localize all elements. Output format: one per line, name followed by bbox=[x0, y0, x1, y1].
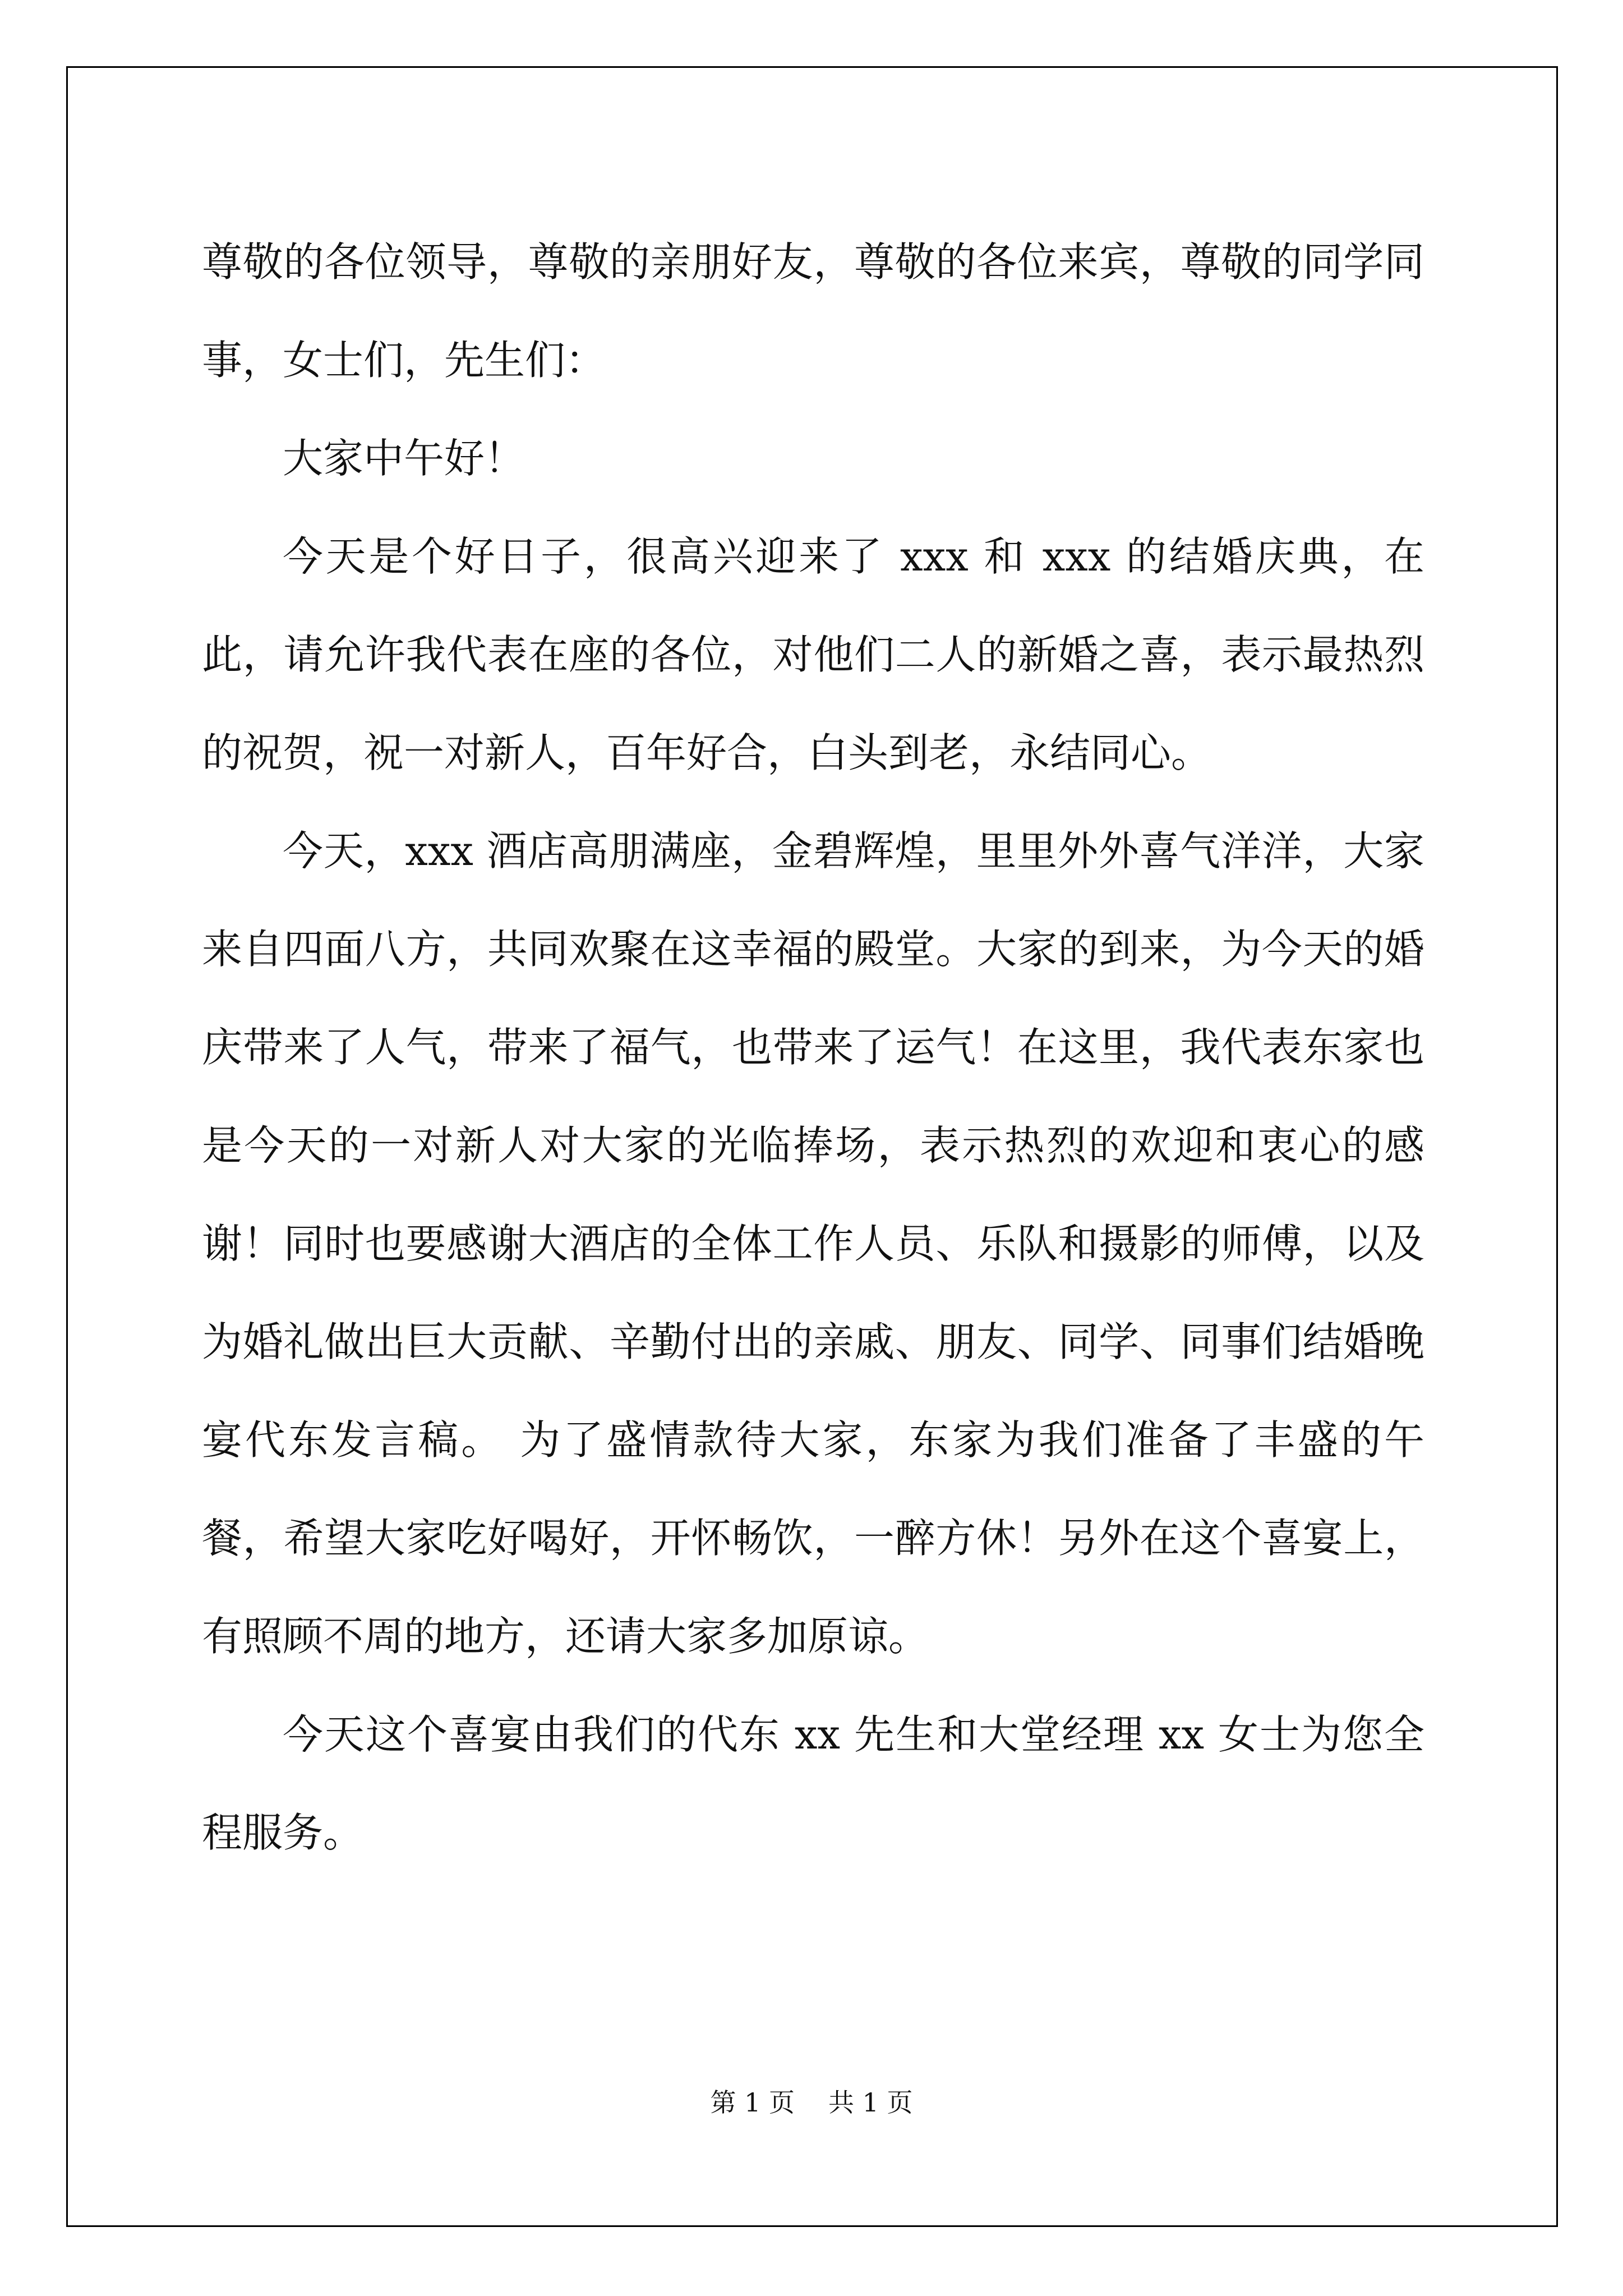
congratulation-paragraph: 今天是个好日子，很高兴迎来了 xxx 和 xxx 的结婚庆典，在此，请允许我代表在座的各位，对他们二人的新婚之喜，表示最热烈的祝贺，祝一对新人，百年好合，白头到老，永结同心。 bbox=[202, 533, 1424, 776]
page-footer bbox=[0, 2086, 1623, 2119]
salutation-paragraph: 尊敬的各位领导，尊敬的亲朋好友，尊敬的各位来宾，尊敬的同学同事，女士们，先生们： bbox=[202, 238, 1424, 384]
greeting-paragraph: 大家中午好！ bbox=[283, 435, 525, 482]
page-number-current: 第 1 页 bbox=[710, 2087, 795, 2118]
page-number-total: 共 1 页 bbox=[828, 2087, 913, 2118]
welcome-thanks-paragraph: 今天，xxx 酒店高朋满座，金碧辉煌，里里外外喜气洋洋，大家来自四面八方，共同欢聚在这幸福的殿堂。大家的到来，为今天的婚庆带来了人气，带来了福气，也带来了运气！在这里，我代表东家也是今天的一对新人对大家的光临捧场，表示热烈的欢迎和衷心的感谢！同时也要感谢大酒店的全体工作人员、乐队和摄影的师傅，以及为婚礼做出巨大贡献、辛勤付出的亲戚、朋友、同学、同事们结婚晚宴代东发言稿。 为了盛情款待大家，东家为我们准备了丰盛的午餐，希望大家吃好喝好，开怀畅饮，一醉方休！另外在这个喜宴上，有照顾不周的地方，还请大家多加原谅。 bbox=[202, 827, 1424, 1660]
document-body bbox=[202, 213, 1424, 1882]
service-paragraph: 今天这个喜宴由我们的代东 xx 先生和大堂经理 xx 女士为您全程服务。 bbox=[202, 1711, 1424, 1856]
